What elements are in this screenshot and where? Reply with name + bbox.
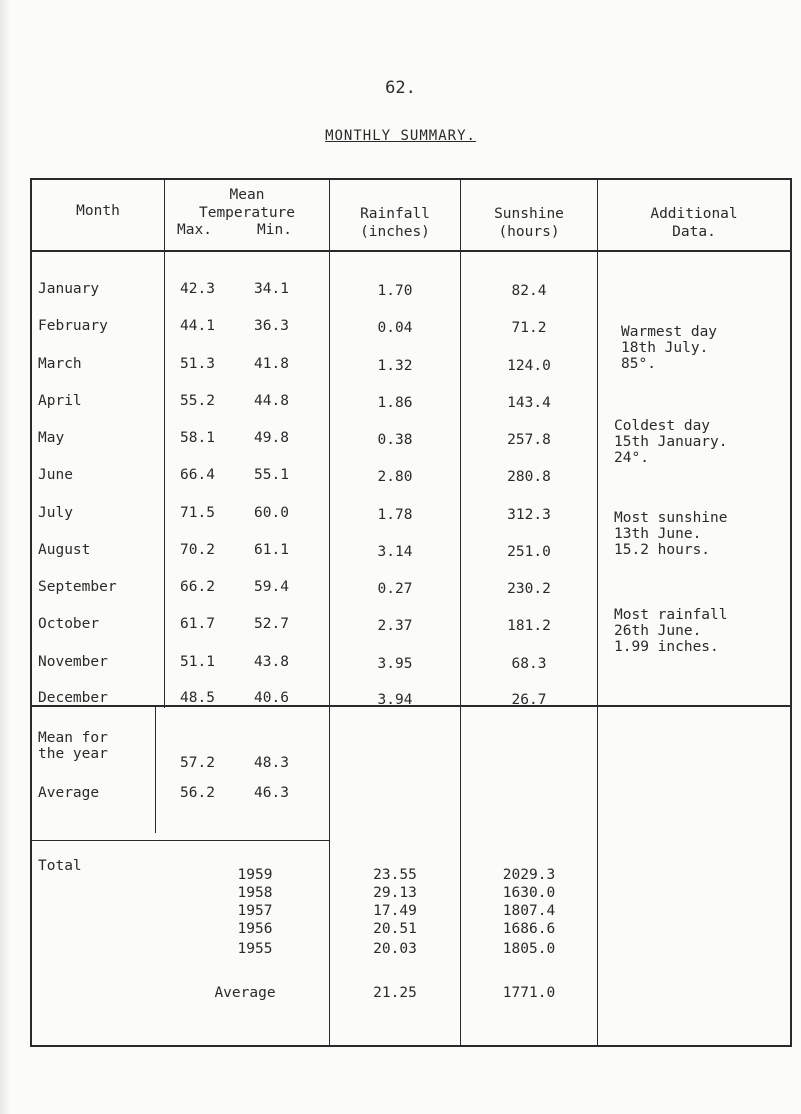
header-sunshine-line2: (hours) xyxy=(498,224,560,240)
page-number: 62. xyxy=(385,78,416,98)
header-sunshine-line1: Sunshine xyxy=(494,206,564,222)
row-sun: 312.3 xyxy=(507,507,551,523)
total-year: 1956 xyxy=(237,921,273,937)
row-rain: 0.04 xyxy=(377,320,413,336)
additional-line: 24°. xyxy=(614,450,649,466)
total-average-label: Average xyxy=(214,985,276,1001)
total-rain: 20.51 xyxy=(373,921,417,937)
row-month: September xyxy=(38,579,117,595)
row-max: 44.1 xyxy=(180,318,215,334)
additional-rainfall xyxy=(614,607,728,655)
average-min: 46.3 xyxy=(254,785,289,801)
row-rain: 0.27 xyxy=(377,581,413,597)
row-month: June xyxy=(38,467,73,483)
row-rain: 3.14 xyxy=(377,544,413,560)
header-temperature-line2: Temperature xyxy=(198,205,296,221)
row-min: 44.8 xyxy=(254,393,289,409)
row-sun: 251.0 xyxy=(507,544,551,560)
row-min: 52.7 xyxy=(254,616,289,632)
row-max: 42.3 xyxy=(180,281,215,297)
row-max: 66.2 xyxy=(180,579,215,595)
additional-line: Coldest day xyxy=(614,418,711,434)
row-sun: 257.8 xyxy=(507,432,551,448)
additional-line: 15th January. xyxy=(614,434,728,450)
additional-line: 18th July. xyxy=(621,340,709,356)
row-min: 36.3 xyxy=(254,318,289,334)
additional-sunshine xyxy=(614,510,728,558)
row-month: November xyxy=(38,654,108,670)
total-year: 1957 xyxy=(237,903,273,919)
additional-coldest xyxy=(614,418,728,466)
row-max: 48.5 xyxy=(180,690,215,706)
additional-line: 15.2 hours. xyxy=(614,542,711,558)
row-month: March xyxy=(38,356,82,372)
row-min: 49.8 xyxy=(254,430,289,446)
row-min: 34.1 xyxy=(254,281,289,297)
total-rain: 20.03 xyxy=(373,941,417,957)
row-sun: 230.2 xyxy=(507,581,551,597)
row-min: 43.8 xyxy=(254,654,289,670)
row-month: December xyxy=(38,690,108,706)
average-label: Average xyxy=(38,785,100,801)
header-additional xyxy=(598,205,790,241)
row-min: 55.1 xyxy=(254,467,289,483)
header-month: Month xyxy=(76,203,120,219)
row-min: 41.8 xyxy=(254,356,289,372)
row-min: 59.4 xyxy=(254,579,289,595)
additional-line: 1.99 inches. xyxy=(614,639,719,655)
total-sun: 2029.3 xyxy=(502,867,556,883)
row-month: May xyxy=(38,430,65,446)
total-rain: 17.49 xyxy=(373,903,417,919)
row-sun: 181.2 xyxy=(507,618,551,634)
row-rain: 2.37 xyxy=(377,618,413,634)
header-min: Min. xyxy=(257,222,292,238)
row-sun: 143.4 xyxy=(507,395,551,411)
header-max: Max. xyxy=(177,222,212,238)
average-max: 56.2 xyxy=(180,785,215,801)
additional-line: 13th June. xyxy=(614,526,702,542)
additional-line: 85°. xyxy=(621,356,656,372)
row-max: 55.2 xyxy=(180,393,215,409)
additional-line: 26th June. xyxy=(614,623,702,639)
mean-max: 57.2 xyxy=(180,755,215,771)
row-month: January xyxy=(38,281,100,297)
mean-label-line1: Mean for xyxy=(38,730,108,746)
row-rain: 1.86 xyxy=(377,395,413,411)
mean-label-line2: the year xyxy=(38,746,108,762)
row-max: 58.1 xyxy=(180,430,215,446)
row-sun: 68.3 xyxy=(511,656,547,672)
row-min: 60.0 xyxy=(254,505,289,521)
total-year: 1959 xyxy=(237,867,273,883)
row-rain: 3.95 xyxy=(377,656,413,672)
total-average-rain: 21.25 xyxy=(373,985,417,1001)
row-month: July xyxy=(38,505,73,521)
row-month: October xyxy=(38,616,100,632)
header-additional-line1: Additional xyxy=(650,206,738,222)
additional-warmest xyxy=(621,324,717,372)
row-month: February xyxy=(38,318,108,334)
row-max: 51.1 xyxy=(180,654,215,670)
row-rain: 1.78 xyxy=(377,507,413,523)
mean-label xyxy=(38,730,108,762)
total-year: 1958 xyxy=(237,885,273,901)
total-sun: 1630.0 xyxy=(502,885,556,901)
header-rainfall xyxy=(330,205,460,241)
header-rainfall-line1: Rainfall xyxy=(360,206,430,222)
row-max: 70.2 xyxy=(180,542,215,558)
row-rain: 3.94 xyxy=(377,692,413,708)
header-rainfall-line2: (inches) xyxy=(360,224,430,240)
row-min: 40.6 xyxy=(254,690,289,706)
row-month: August xyxy=(38,542,91,558)
total-average-sun: 1771.0 xyxy=(502,985,556,1001)
total-sun: 1807.4 xyxy=(502,903,556,919)
row-sun: 124.0 xyxy=(507,358,551,374)
row-rain: 1.70 xyxy=(377,283,413,299)
row-sun: 280.8 xyxy=(507,469,551,485)
additional-line: Most sunshine xyxy=(614,510,728,526)
total-rain: 23.55 xyxy=(373,867,417,883)
row-max: 71.5 xyxy=(180,505,215,521)
total-label: Total xyxy=(38,858,82,874)
total-rain: 29.13 xyxy=(373,885,417,901)
row-month: April xyxy=(38,393,82,409)
row-sun: 26.7 xyxy=(511,692,547,708)
total-sun: 1805.0 xyxy=(502,941,556,957)
header-sunshine xyxy=(461,205,597,241)
page-title: MONTHLY SUMMARY. xyxy=(325,128,476,144)
total-year: 1955 xyxy=(237,941,273,957)
row-rain: 1.32 xyxy=(377,358,413,374)
total-sun: 1686.6 xyxy=(502,921,556,937)
additional-line: Most rainfall xyxy=(614,607,728,623)
row-sun: 71.2 xyxy=(511,320,547,336)
mean-min: 48.3 xyxy=(254,755,289,771)
row-min: 61.1 xyxy=(254,542,289,558)
row-sun: 82.4 xyxy=(511,283,547,299)
row-max: 66.4 xyxy=(180,467,215,483)
scan-edge xyxy=(0,0,10,1114)
row-max: 61.7 xyxy=(180,616,215,632)
row-rain: 2.80 xyxy=(377,469,413,485)
row-rain: 0.38 xyxy=(377,432,413,448)
header-temperature xyxy=(165,186,329,222)
additional-line: Warmest day xyxy=(621,324,718,340)
header-temperature-line1: Mean xyxy=(229,187,265,203)
row-max: 51.3 xyxy=(180,356,215,372)
header-additional-line2: Data. xyxy=(672,224,716,240)
